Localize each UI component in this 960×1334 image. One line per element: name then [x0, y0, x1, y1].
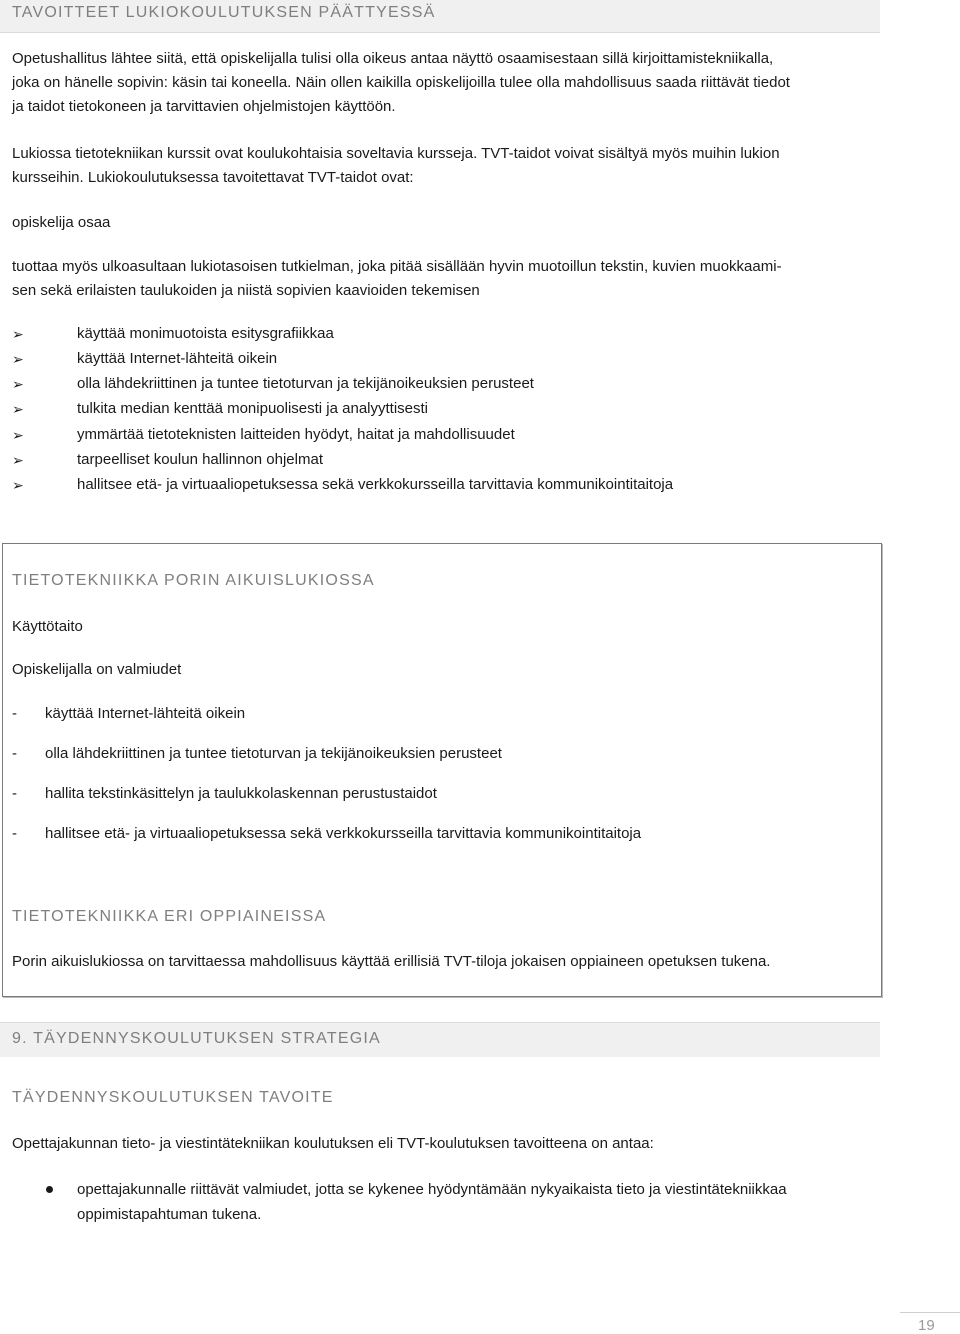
- list-item-text: käyttää Internet-lähteitä oikein: [45, 705, 246, 722]
- list-item-text: olla lähdekriittinen ja tuntee tietoturvan ja tekijänoikeuksien perusteet: [77, 375, 534, 392]
- box-lead-text: Opiskelijalla on valmiudet: [12, 661, 182, 678]
- paragraph-line: sen sekä erilaisten taulukoiden ja niistä sopivien kaavioiden tekemisen: [12, 282, 480, 299]
- arrow-bullet-icon: ➢: [12, 401, 24, 417]
- arrow-bullet-icon: ➢: [12, 376, 24, 392]
- paragraph-line: ja taidot tietokoneen ja tarvittavien ohjelmistojen käyttöön.: [12, 98, 396, 115]
- paragraph-line: Opetushallitus lähtee siitä, että opiskelijalla tulisi olla oikeus antaa näyttö osaamisestaan sillä kirjoittamistekniikalla,: [12, 50, 774, 67]
- box-subheading: Käyttötaito: [12, 618, 83, 635]
- page-number: 19: [918, 1317, 935, 1334]
- arrow-bullet-icon: ➢: [12, 351, 24, 367]
- dash-bullet: -: [12, 785, 17, 802]
- bordered-box: [2, 543, 882, 997]
- section-heading-band: [0, 0, 880, 33]
- arrow-bullet-icon: ➢: [12, 326, 24, 342]
- arrow-bullet-icon: ➢: [12, 452, 24, 468]
- dash-bullet: -: [12, 825, 17, 842]
- list-item-text: hallita tekstinkäsittelyn ja taulukkolaskennan perustustaidot: [45, 785, 437, 802]
- list-item: [12, 1177, 880, 1227]
- list-item-text: hallitsee etä- ja virtuaaliopetuksessa sekä verkkokursseilla tarvittavia kommunikointitaitoja: [45, 825, 642, 842]
- chapter-heading-band: [0, 1022, 880, 1057]
- box-heading: TIETOTEKNIIKKA PORIN AIKUISLUKIOSSA: [12, 572, 375, 589]
- list-item-text: tulkita median kenttää monipuolisesti ja analyyttisesti: [77, 400, 429, 417]
- list-item-text: käyttää Internet-lähteitä oikein: [77, 350, 278, 367]
- paragraph-line: tuottaa myös ulkoasultaan lukiotasoisen tutkielman, joka pitää sisällään hyvin muotoillun tekstin, kuvien muokkaami-: [12, 258, 782, 275]
- arrow-bullet-icon: ➢: [12, 477, 24, 493]
- paragraph-line: kursseihin. Lukiokoulutuksessa tavoitettavat TVT-taidot ovat:: [12, 169, 414, 186]
- footer-divider: [900, 1312, 960, 1313]
- list-item-text: olla lähdekriittinen ja tuntee tietoturvan ja tekijänoikeuksien perusteet: [45, 745, 502, 762]
- paragraph-thesis: [12, 255, 880, 303]
- section-heading: TAVOITTEET LUKIOKOULUTUKSEN PÄÄTTYESSÄ: [12, 4, 436, 21]
- list-item-text: [77, 1177, 887, 1227]
- list-item-line: opettajakunnalle riittävät valmiudet, jotta se kykenee hyödyntämään nykyaikaista tieto ja viestintätekniikkaa: [77, 1181, 787, 1198]
- chapter-heading: 9. TÄYDENNYSKOULUTUKSEN STRATEGIA: [12, 1030, 381, 1047]
- box-heading-subjects: TIETOTEKNIIKKA ERI OPPIAINEISSA: [12, 908, 327, 925]
- list-item-text: käyttää monimuotoista esitysgrafiikkaa: [77, 325, 334, 342]
- section-paragraph: Opettajakunnan tieto- ja viestintätekniikan koulutuksen eli TVT-koulutuksen tavoitteena on antaa:: [12, 1135, 654, 1152]
- paragraph-line: joka on hänelle sopivin: käsin tai koneella. Näin ollen kaikilla opiskelijoilla tulee olla mahdollisuus saada riittävät tiedot: [12, 74, 790, 91]
- dash-bullet: -: [12, 705, 17, 722]
- section-subheading: TÄYDENNYSKOULUTUKSEN TAVOITE: [12, 1089, 334, 1106]
- paragraph-courses: [12, 142, 880, 190]
- list-item-line: oppimistapahtuman tukena.: [77, 1206, 262, 1223]
- list-item-text: tarpeelliset koulun hallinnon ohjelmat: [77, 451, 323, 468]
- lead-text: opiskelija osaa: [12, 214, 111, 231]
- list-item-text: hallitsee etä- ja virtuaaliopetuksessa sekä verkkokursseilla tarvittavia kommunikointitaitoja: [77, 476, 674, 493]
- list-item-text: ymmärtää tietoteknisten laitteiden hyödyt, haitat ja mahdollisuudet: [77, 426, 515, 443]
- dash-bullet: -: [12, 745, 17, 762]
- bullet-dot-icon: [46, 1186, 53, 1193]
- paragraph-intro: [12, 47, 880, 119]
- paragraph-line: Lukiossa tietotekniikan kurssit ovat koulukohtaisia soveltavia kursseja. TVT-taidot voivat sisältyä myös muihin lukion: [12, 145, 780, 162]
- arrow-bullet-icon: ➢: [12, 427, 24, 443]
- box-paragraph: Porin aikuislukiossa on tarvittaessa mahdollisuus käyttää erillisiä TVT-tiloja jokaisen oppiaineen opetuksen tukena.: [12, 953, 771, 970]
